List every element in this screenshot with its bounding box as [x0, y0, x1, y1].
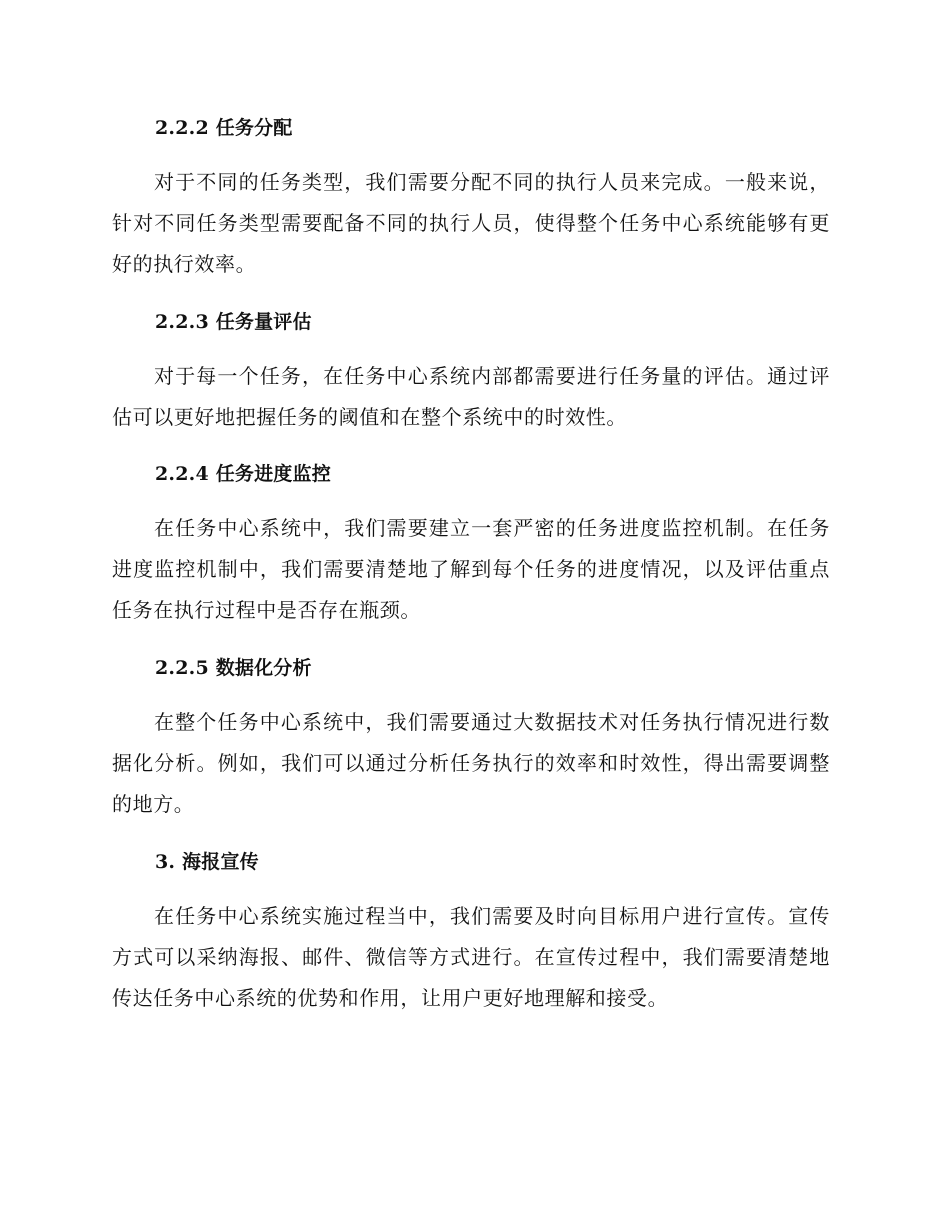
- section-heading-poster-promotion: 3. 海报宣传: [155, 851, 259, 873]
- section-heading-data-analysis: 2.2.5 数据化分析: [155, 657, 312, 679]
- section-body-task-allocation: 对于不同的任务类型，我们需要分配不同的执行人员来完成。一般来说，针对不同任务类型需要配备不同的执行人员，使得整个任务中心系统能够有更好的执行效率。: [112, 170, 830, 276]
- section-heading-workload-assessment: 2.2.3 任务量评估: [155, 311, 312, 333]
- section-body-workload-assessment: 对于每一个任务，在任务中心系统内部都需要进行任务量的评估。通过评估可以更好地把握任务的阈值和在整个系统中的时效性。: [112, 364, 830, 429]
- section-body-progress-monitoring: 在任务中心系统中，我们需要建立一套严密的任务进度监控机制。在任务进度监控机制中，我们需要清楚地了解到每个任务的进度情况，以及评估重点任务在执行过程中是否存在瓶颈。: [112, 516, 830, 622]
- section-heading-progress-monitoring: 2.2.4 任务进度监控: [155, 463, 331, 485]
- section-body-poster-promotion: 在任务中心系统实施过程当中，我们需要及时向目标用户进行宣传。宣传方式可以采纳海报、邮件、微信等方式进行。在宣传过程中，我们需要清楚地传达任务中心系统的优势和作用，让用户更好地理解和接受。: [112, 904, 830, 1010]
- section-body-data-analysis: 在整个任务中心系统中，我们需要通过大数据技术对任务执行情况进行数据化分析。例如，我们可以通过分析任务执行的效率和时效性，得出需要调整的地方。: [112, 710, 830, 816]
- section-heading-task-allocation: 2.2.2 任务分配: [155, 117, 293, 139]
